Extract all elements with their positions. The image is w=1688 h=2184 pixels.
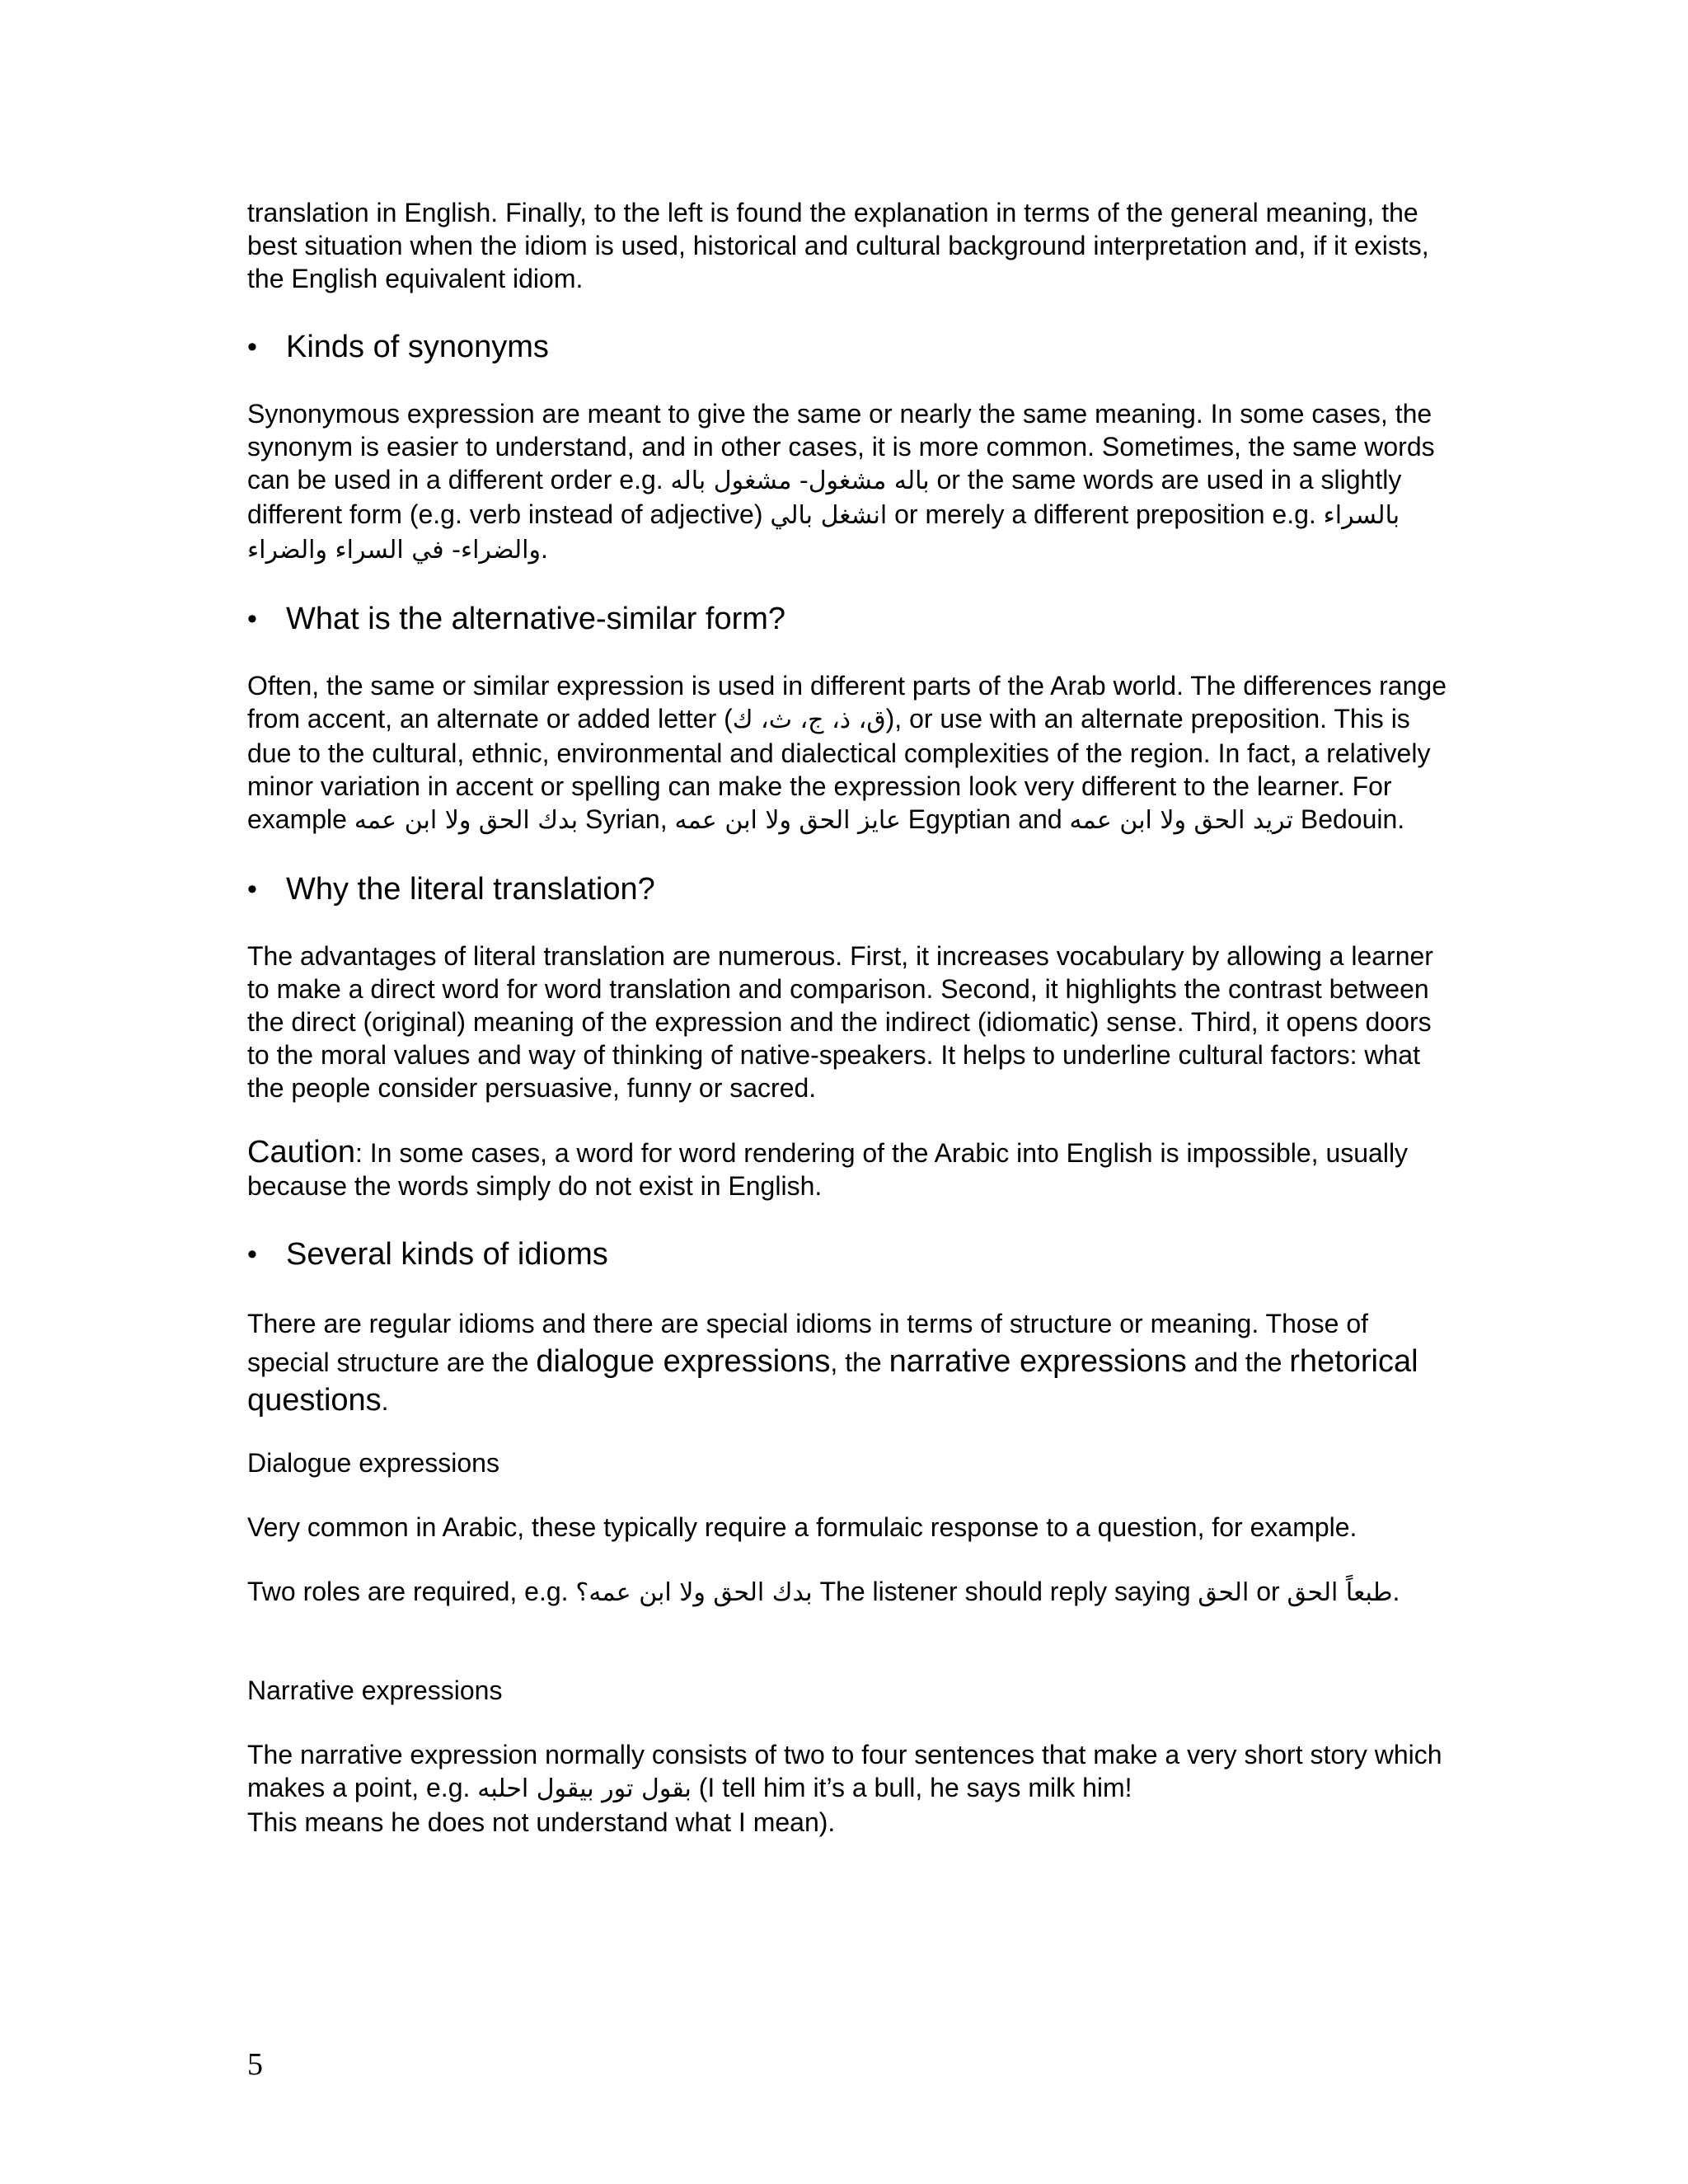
page-number: 5: [247, 2047, 263, 2082]
dialogue-paragraph-1: Very common in Arabic, these typically require a formulaic response to a question, for example.: [247, 1512, 1357, 1542]
subheading-dialogue-expressions: Dialogue expressions: [247, 1448, 499, 1478]
text-run: There are regular idioms and there are special idioms in terms of structure or meaning. Those of special structure are the: [247, 1309, 1369, 1377]
text-run: ), or use with an alternate preposition. This is due to the cultural, ethnic, environmental and dialectical complexities of the region. In fact, a relatively minor variation in accent or spelling can make the expression look very different to the learner. For example: [247, 704, 1431, 834]
text-run: or merely a different preposition e.g.: [887, 499, 1324, 529]
text-run: Syrian,: [578, 804, 675, 834]
text-run: and the: [1186, 1347, 1290, 1377]
intro-paragraph: translation in English. Finally, to the left is found the explanation in terms of the general meaning, the best situation when the idiom is used, historical and cultural background interpretation and, if it exists, the English equivalent idiom.: [247, 198, 1429, 293]
heading-several-kinds-of-idioms: [247, 1235, 1451, 1273]
heading-text: Several kinds of idioms: [286, 1237, 608, 1272]
arabic-text: بدك الحق ولا ابن عمه: [354, 806, 579, 835]
text-run: Synonymous expression are meant to give the same or nearly the same meaning. In some cases, the synonym is easier to understand, and in other cases, it is more common. Sometimes, the same words can be used in a different order e.g.: [247, 399, 1435, 494]
text-run: Two roles are required, e.g.: [247, 1577, 576, 1606]
text-run: .: [1392, 1577, 1400, 1606]
emphasis-rhetorical-questions: rhetorical questions: [247, 1344, 1418, 1418]
caution-text: : In some cases, a word for word rendering of the Arabic into English is impossible, usually because the words simply do not exist in English.: [247, 1138, 1409, 1201]
text-run: The listener should reply saying: [812, 1577, 1198, 1606]
narrative-paragraph: [247, 1738, 1451, 1839]
text-run: Bedouin.: [1292, 804, 1405, 834]
text-run: This means he does not understand what I mean).: [247, 1807, 836, 1837]
arabic-text: طبعاً الحق: [1287, 1578, 1393, 1607]
caution-paragraph: [247, 1136, 1451, 1202]
alternative-paragraph: [247, 669, 1451, 837]
text-run: .: [381, 1386, 389, 1416]
arabic-text: بقول تور بيقول احلبه: [477, 1774, 692, 1803]
arabic-text: الحق: [1198, 1578, 1250, 1607]
text-run: The narrative expression normally consists of two to four sentences that make a very short story which makes a point, e.g.: [247, 1740, 1442, 1802]
bullet-icon: •: [247, 874, 257, 905]
heading-text: What is the alternative-similar form?: [286, 602, 786, 636]
arabic-text: ق، ذ، ج، ث، ك: [732, 705, 886, 734]
heading-alternative-similar-form: [247, 600, 1451, 638]
bullet-icon: •: [247, 603, 257, 635]
arabic-text: باله مشغول- مشغول باله: [670, 466, 930, 495]
heading-kinds-of-synonyms: [247, 328, 1451, 366]
text-run: or: [1249, 1577, 1287, 1606]
arabic-text: تريد الحق ولا ابن عمه: [1069, 806, 1293, 835]
arabic-text: عايز الحق ولا ابن عمه: [674, 806, 901, 835]
heading-text: Kinds of synonyms: [286, 330, 549, 364]
emphasis-dialogue-expressions: dialogue expressions: [536, 1344, 831, 1379]
synonyms-paragraph: [247, 397, 1451, 567]
document-body: [247, 196, 1451, 1839]
arabic-text: انشغل بالي: [770, 501, 888, 530]
text-run: .: [540, 534, 548, 564]
text-run: Often, the same or similar expression is used in different parts of the Arab world. The differences range from accent, an alternate or added letter (: [247, 671, 1447, 733]
heading-text: Why the literal translation?: [286, 872, 655, 907]
dialogue-paragraph-2: [247, 1575, 1451, 1610]
text-run: or the same words are used in a slightly different form (e.g. verb instead of adjective): [247, 465, 1402, 529]
idioms-paragraph: [247, 1305, 1451, 1420]
literal-paragraph: The advantages of literal translation are numerous. First, it increases vocabulary by allowing a learner to make a direct word for word translation and comparison. Second, it highlights the contrast between the direct (original) meaning of the expression and the indirect (idiomatic) sense. Third, it opens doors to the moral values and way of thinking of native-speakers. It helps to underline cultural factors: what the people consider persuasive, funny or sacred.: [247, 941, 1433, 1103]
caution-label: Caution: [247, 1135, 355, 1169]
emphasis-narrative-expressions: narrative expressions: [889, 1344, 1187, 1379]
heading-literal-translation: [247, 870, 1451, 908]
text-run: Egyptian and: [900, 804, 1070, 834]
arabic-text: بالسراء والضراء- في السراء والضراء: [247, 501, 1400, 565]
bullet-icon: •: [247, 1239, 257, 1270]
arabic-text: بدك الحق ولا ابن عمه؟: [575, 1578, 813, 1607]
bullet-icon: •: [247, 331, 257, 363]
subheading-narrative-expressions: Narrative expressions: [247, 1675, 503, 1705]
text-run: , the: [830, 1347, 889, 1377]
text-run: (I tell him it’s a bull, he says milk him!: [691, 1773, 1132, 1802]
